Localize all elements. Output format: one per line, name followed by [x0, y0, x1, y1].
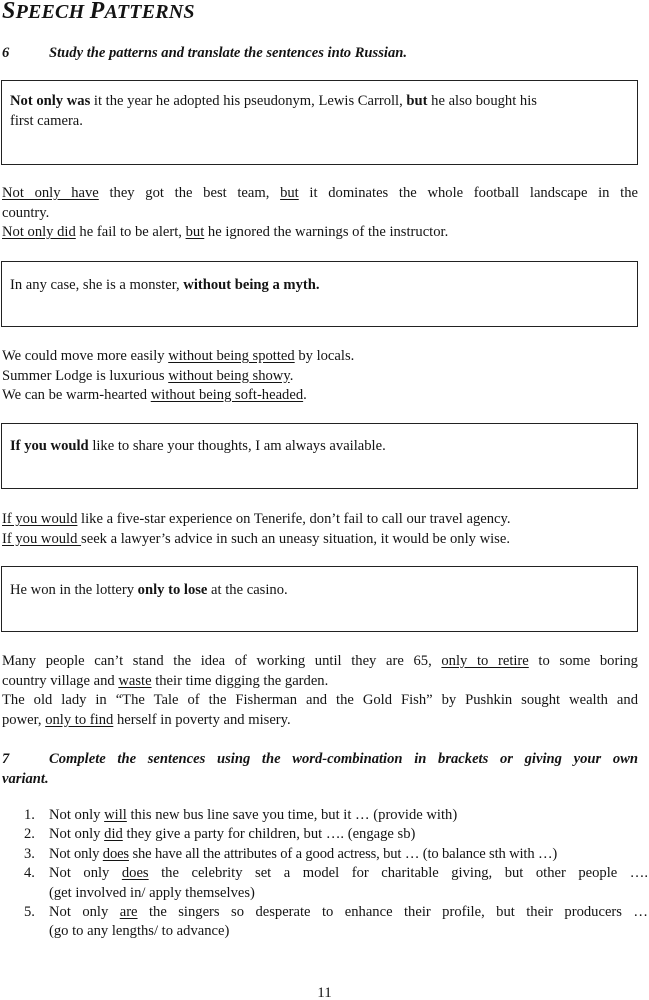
item-text: Not only does she have all the attributes of a good actress, but … (to balance sth with …) [49, 845, 558, 862]
example-line: country village and waste their time digging the garden. [2, 672, 329, 689]
pattern-box-if-you-would [1, 423, 638, 489]
exercise-number: 7 [2, 751, 10, 767]
example-line: Not only did he fail to be alert, but he ignored the warnings of the instructor. [2, 224, 449, 240]
example-line: Summer Lodge is luxurious without being showy. [2, 367, 294, 384]
exercise-instruction: Study the patterns and translate the sentences into Russian. [49, 45, 408, 61]
example-line: If you would like a five-star experience on Tenerife, don’t fail to call our travel agency. [2, 511, 511, 527]
exercise-number: 6 [2, 45, 10, 61]
exercise-7-list [24, 806, 648, 942]
example-line: We could move more easily without being spotted by locals. [2, 348, 355, 364]
example-paragraph [2, 510, 638, 549]
exercise-instruction-line: 7 Complete the sentences using the word-combination in brackets or giving your own [2, 750, 638, 770]
item-text: Not only does the celebrity set a model for charitable giving, but other people …. (get involved in/ apply themselves) [49, 865, 649, 901]
list-item [24, 845, 648, 864]
exercise-6-heading [2, 44, 407, 64]
example-paragraph [2, 184, 638, 243]
exercise-7-heading [2, 750, 638, 789]
pattern-box-only-to [1, 566, 638, 632]
item-text: Not only are the singers so desperate to enhance their profile, but their producers … (go to any lengths/ to advance) [49, 904, 649, 940]
pattern-box-without-being [1, 261, 638, 327]
list-item [24, 825, 648, 844]
exercise-instruction-line: variant. [2, 770, 49, 787]
page-number: 11 [317, 985, 332, 1000]
item-number: 3. [24, 845, 35, 862]
example-line: If you would seek a lawyer’s advice in such an uneasy situation, it would be only wise. [2, 530, 510, 547]
example-paragraph [2, 347, 638, 406]
example-line: country. [2, 204, 50, 221]
example-line: power, only to find herself in poverty and misery. [2, 711, 291, 728]
section-title: SPEECH PATTERNS [2, 0, 195, 24]
item-text: Not only did they give a party for children, but …. (engage sb) [49, 826, 416, 843]
item-number: 5. [24, 904, 35, 921]
item-number: 4. [24, 865, 35, 882]
list-item [24, 864, 648, 903]
pattern-box-not-only [1, 80, 638, 165]
example-paragraph [2, 652, 638, 730]
pattern-box-line: first camera. [10, 112, 83, 129]
pattern-box-line: If you would like to share your thoughts, I am always available. [10, 438, 386, 454]
pattern-box-line: Not only was it the year he adopted his pseudonym, Lewis Carroll, but he also bought his [10, 93, 537, 109]
example-line: We can be warm-hearted without being soft-headed. [2, 387, 307, 403]
list-item [24, 903, 648, 942]
example-line: Not only have they got the best team, but it dominates the whole football landscape in the [2, 185, 638, 201]
item-text: Not only will this new bus line save you time, but it … (provide with) [49, 807, 458, 823]
item-number: 2. [24, 826, 35, 843]
list-item [24, 806, 648, 825]
pattern-box-line: In any case, she is a monster, without being a myth. [10, 277, 320, 293]
example-line: The old lady in “The Tale of the Fisherman and the Gold Fish” by Pushkin sought wealth and [2, 692, 638, 708]
item-number: 1. [24, 807, 35, 823]
example-line: Many people can’t stand the idea of working until they are 65, only to retire to some boring [2, 653, 638, 669]
pattern-box-line: He won in the lottery only to lose at the casino. [10, 582, 288, 598]
